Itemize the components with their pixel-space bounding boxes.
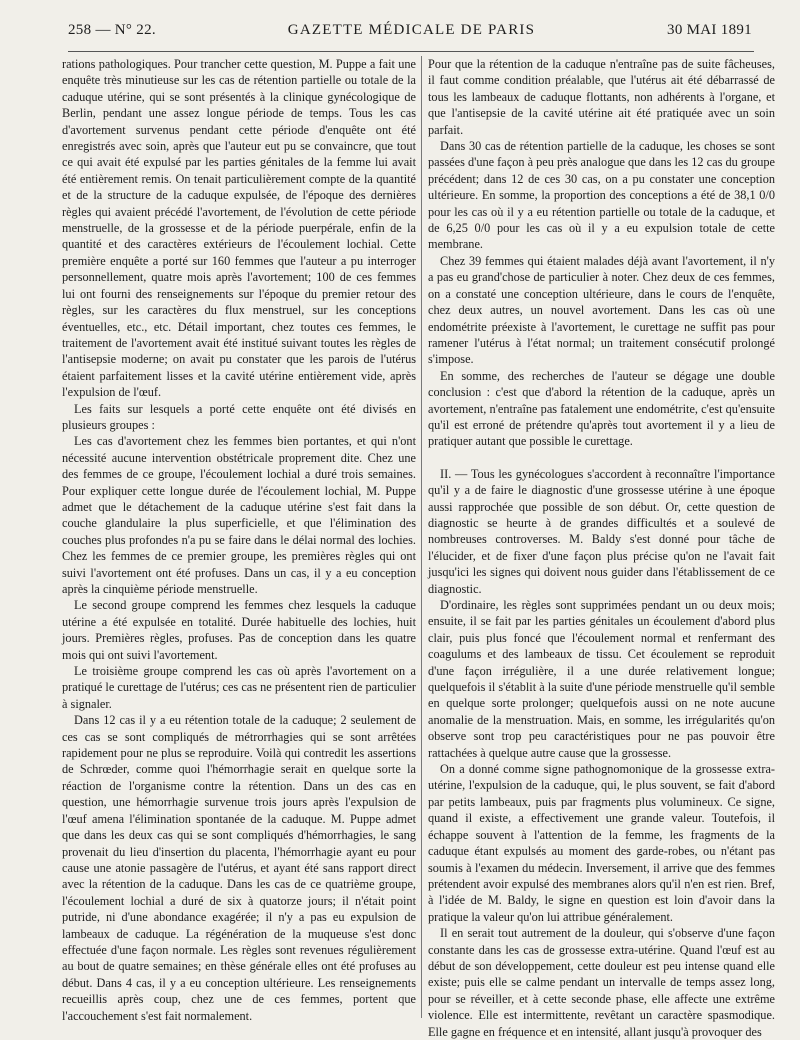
left-column	[62, 56, 416, 1023]
paragraph: Le second groupe comprend les femmes chez lesquels la caduque utérine a été expulsée en totalité. Durée habituelle des lochies, huit jours. Premières règles, profuses. Pas de conception dans les quatre mois qui ont suivi l'avortement.	[62, 598, 416, 662]
issue-date: 30 MAI 1891	[667, 22, 752, 38]
page-header	[68, 22, 752, 44]
paragraph: Chez 39 femmes qui étaient malades déjà avant l'avortement, il n'y a pas eu grand'chose de particulier à noter. Chez deux de ces femmes, on a constaté une conception ultérieure, dans le cours de l'enquête, chez deux autres, un nouvel avortement. Dans les cas où une endométrite préexiste à l'avortement, le curettage ne suffit pas pour ramener l'utérus à l'état normal; un traitement consécutif prolongé s'impose.	[428, 253, 775, 367]
paragraph: Pour que la rétention de la caduque n'entraîne pas de suite fâcheuses, il faut comme condition préalable, que l'utérus ait été débarrassé de tous les lambeaux de caduque flottants, non adhérents à l'organe, et que l'antisepsie de la cavité utérine ait été pratiquée avec un soin parfait.	[428, 57, 775, 137]
paragraph: Le troisième groupe comprend les cas où après l'avortement on a pratiqué le curettage de l'utérus; ces cas ne présentent rien de particulier à signaler.	[62, 664, 416, 711]
right-column	[428, 56, 775, 1039]
page-number-issue: 258 — N° 22.	[68, 22, 156, 38]
paragraph: On a donné comme signe pathognomonique de la grossesse extra-utérine, l'expulsion de la caduque, qui, le plus souvent, se fait d'abord par petits lambeaux, puis par fragments plus volumineux. Ce signe, quand il existe, a effectivement une grande valeur. Toutefois, il échappe souvent à l'attention de la femme, les fragments de la caduque étant expulsés au moment des garde-robes, ou n'étant pas soumis à l'examen du médecin. Inversement, il arrive que des femmes prétendent avoir expulsé des membranes alors qu'il n'en est rien. Bref, à l'idée de M. Baldy, le signe en question est loin d'avoir dans la pratique la valeur qu'on lui attribue généralement.	[428, 762, 775, 924]
paragraph: Dans 30 cas de rétention partielle de la caduque, les choses se sont passées d'une façon à peu près analogue que dans les 12 cas du groupe précédent; dans 12 de ces 30 cas, on a pu constater une conception ultérieure. En somme, la proportion des conceptions a été de 38,1 0/0 pour les cas où il y a eu rétention partielle ou totale de la caduque, et de 6,25 0/0 pour les cas où il y a eu expulsion totale de cette membrane.	[428, 139, 775, 252]
paragraph: Il en serait tout autrement de la douleur, qui s'observe d'une façon constante dans les cas de grossesse extra-utérine. Quand l'œuf est au début de son développement, cette douleur est peu intense quand elle existe; puis elle se calme pendant un intervalle de temps assez long, pour se réveiller, et à cette seconde phase, elle affecte une extrême violence. Elle est intermittente, revêtant un caractère spasmodique. Elle gagne en fréquence et en intensité, allant jusqu'à provoquer des	[428, 926, 775, 1039]
journal-title: GAZETTE MÉDICALE DE PARIS	[287, 22, 536, 38]
header-rule	[68, 51, 754, 52]
paragraph: En somme, des recherches de l'auteur se dégage une double conclusion : c'est que d'abord la rétention de la caduque, après un avortement, n'entraîne pas fatalement une endométrite, c'est qu'ensuite qu'il est erroné de prétendre qu'après tout avortement il y a lieu de pratiquer autant que possible le curettage.	[428, 368, 775, 449]
paragraph: D'ordinaire, les règles sont supprimées pendant un ou deux mois; ensuite, il se fait par les parties génitales un écoulement d'abord plus clair, puis plus foncé que l'écoulement normal et renfermant des coagulums et des lambeaux de tissu. Cet écoulement se reproduit d'une façon irrégulière, il a une durée relativement longue; quelquefois il s'établit à la suite d'une période menstruelle qu'il semble en quelque sorte prolonger; quelquefois aussi on ne note aucune anomalie de la menstruation. Mais, en somme, les irrégularités qu'on observe sont trop peu caractéristiques pour ne pas pouvoir être rattachées à quelque autre cause que la grossesse.	[428, 598, 775, 760]
paragraph: Dans 12 cas il y a eu rétention totale de la caduque; 2 seulement de ces cas se sont compliqués de métrorrhagies qui se sont arrêtées rapidement pour ne plus se reproduire. Voilà qui contredit les assertions de Schrœder, comme quoi l'hémorrhagie serait en quelque sorte la réaction de l'organisme contre la rétention. Dans un des cas en question, une hémorrhagie survenue trois jours après l'expulsion de l'œuf amena l'élimination spontanée de la caduque. M. Puppe admet que dans les deux cas qui se sont compliqués d'hémorrhagies, le sang provenait du lieu d'insertion du placenta, l'hémorrhagie ayant eu pour cause une atonie passagère de l'utérus, et ayant été sans rapport direct avec la rétention de la caduque. Dans les cas de ce quatrième groupe, l'écoulement lochial a duré de six à quatorze jours; il n'était point putride, ni d'une abondance exagérée; il n'y a pas eu expulsion de lambeaux de caduque. La régénération de la muqueuse s'est donc effectuée d'une façon normale. Les règles sont revenues régulièrement au bout de quatre semaines; en thèse générale elles ont été profuses au début. Dans 4 cas, il y a eu conception ultérieure. Les renseignements recueillis après coup, chez une de ces femmes, portent que l'accouchement s'est fait normalement.	[62, 713, 416, 1023]
paragraph: rations pathologiques. Pour trancher cette question, M. Puppe a fait une enquête très minutieuse sur les cas de rétention partielle ou totale de la caduque utérine, qui se sont présentés à la clinique gynécologique de Berlin, pendant une assez longue période de temps. Tous les cas d'avortement survenus pendant cette période d'enquête ont été enregistrés avec soin, après que l'auteur eut pu se convaincre, que tout ce qui avait été expulsé par les parties génitales de la femme lui avait été entièrement remis. On tenait particulièrement compte de la quantité et de la structure de la caduque expulsée, de l'époque des dernières règles qui avaient précédé l'avortement, de l'évolution de cette période menstruelle, de la grossesse et de la période puerpérale, enfin de la quantité et des caractères extérieurs de l'écoulement lochial. Cette première enquête a porté sur 160 femmes que l'auteur a pu interroger personnellement, quatre mois après l'avortement; 100 de ces femmes lui ont fourni des renseignements sur l'époque du premier retour des règles, sur les caractères du flux menstruel, sur les conceptions éventuelles, etc., etc. Détail important, chez toutes ces femmes, le traitement de l'avortement avait été institué suivant toutes les règles de l'antisepsie moderne; on avait pu constater que les parois de l'utérus étaient parfaitement lisses et la cavité utérine entièrement vide, après l'expulsion de l'œuf.	[62, 57, 416, 400]
section-paragraph: II. — Tous les gynécologues s'accordent à reconnaître l'importance qu'il y a de faire le diagnostic d'une grossesse utérine à une époque aussi rapprochée que possible de son début. Or, cette question de diagnostic se heurte à de grandes difficultés et a soulevé de nombreuses controverses. M. Baldy s'est donné pour tâche de l'élucider, et de fixer d'une façon plus précise qu'on ne l'avait fait jusqu'ici les signes qui doivent nous guider dans l'établissement de ce diagnostic.	[428, 466, 775, 596]
paragraph: Les cas d'avortement chez les femmes bien portantes, et qui n'ont nécessité aucune intervention obstétricale proprement dite. Chez une des femmes de ce groupe, l'écoulement lochial a duré trois semaines. Pour expliquer cette longue durée de l'écoulement lochial, M. Puppe admet que le détachement de la caduque utérine s'est fait dans la couche glandulaire la plus superficielle, et que l'élimination des couches plus profondes n'a pu se faire dans le délai normal des lochies. Chez les femmes de ce premier groupe, les premières règles qui ont suivi l'avortement ont été profuses. Dans un cas, il y a eu conception après la cinquième période menstruelle.	[62, 434, 416, 596]
paragraph: Les faits sur lesquels a porté cette enquête ont été divisés en plusieurs groupes :	[62, 401, 416, 432]
column-divider	[421, 56, 422, 1018]
